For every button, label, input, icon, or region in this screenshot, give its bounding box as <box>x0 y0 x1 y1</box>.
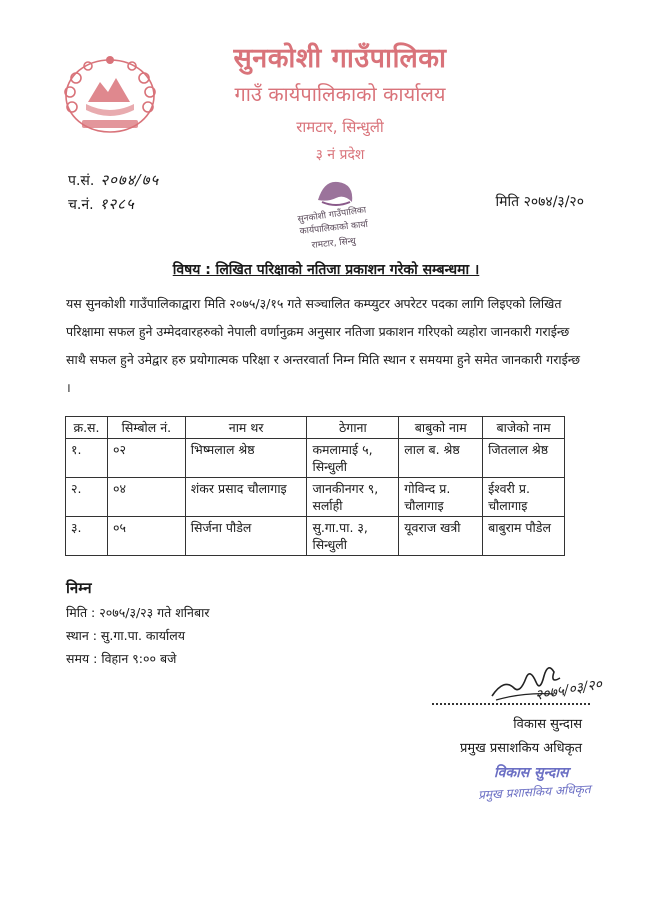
notice-place: स्थान : सु.गा.पा. कार्यालय <box>66 628 185 643</box>
stamp-title: प्रमुख प्रशासकिय अधिकृत <box>477 782 591 802</box>
seal-line1: सुनकोशी गाउँपालिका <box>297 205 367 225</box>
cell-father: गोविन्द प्र. चौलागाइ <box>399 478 483 517</box>
cell-address: सु.गा.पा. ३, सिन्धुली <box>307 517 399 556</box>
cell-address: कमलामाई ५, सिन्धुली <box>307 439 399 478</box>
ps-value: २०७४/७५ <box>100 171 160 189</box>
signature-line <box>432 703 590 705</box>
cell-name: शंकर प्रसाद चौलागाइ <box>185 478 307 517</box>
cell-grandfather: बाबुराम पौडेल <box>483 517 565 556</box>
notice-time: समय : विहान ९:०० बजे <box>66 651 177 666</box>
cell-father: लाल ब. श्रेष्ठ <box>399 439 483 478</box>
cell-address: जानकीनगर ९, सर्लाही <box>307 478 399 517</box>
signatory-name: विकास सुन्दास <box>513 717 582 732</box>
cell-serial: ३. <box>66 517 108 556</box>
seal-line2: कार्यपालिकाको कार्या <box>299 219 369 237</box>
signature-date: २०७५/०३/२० <box>533 676 604 704</box>
table-row <box>66 439 565 478</box>
col-address: ठेगाना <box>307 417 399 439</box>
cell-symbol: ०२ <box>107 439 185 478</box>
letter-date <box>496 192 584 211</box>
date-value: २०७४/३/२० <box>523 194 584 210</box>
date-label: मिति <box>495 194 520 210</box>
body-text <box>66 290 588 402</box>
cell-serial: २. <box>66 478 108 517</box>
notice-date: मिति : २०७५/३/२३ गते शनिबार <box>66 605 210 620</box>
body-line: यस सुनकोशी गाउँपालिकाद्वारा मिति २०७५/३/१५ गते सञ्चालित कम्प्युटर अपरेटर पदका लागि लिइएको लिखित <box>66 296 562 311</box>
ref-cn <box>68 194 135 214</box>
table-row <box>66 517 565 556</box>
cell-serial: १. <box>66 439 108 478</box>
office-seal <box>288 172 384 256</box>
body-line: परिक्षामा सफल हुने उम्मेदवारहरुको नेपाली वर्णानुक्रम अनुसार नतिजा प्रकाशन गरिएको व्यहोरा जानकारी गराईन्छ <box>66 324 570 339</box>
body-line: साथै सफल हुने उमेद्वार हरु प्रयोगात्मक परिक्षा र अन्तरवार्ता निम्न मिति स्थान र समयमा हुने समेत जानकारी गराईन्छ <box>66 352 581 367</box>
cn-value: १२८५ <box>99 195 135 213</box>
org-name: सुनकोशी गाउँपालिका <box>233 43 447 74</box>
stamp-name: विकास सुन्दास <box>494 765 569 781</box>
col-serial: क्र.स. <box>66 417 108 439</box>
col-grandfather: बाजेको नाम <box>483 417 565 439</box>
province: ३ नं प्रदेश <box>315 147 365 163</box>
table-row <box>66 478 565 517</box>
cell-symbol: ०५ <box>107 517 185 556</box>
seal-line3: रामटार, सिन्धु <box>311 236 357 251</box>
cn-label: च.नं. <box>68 197 94 213</box>
col-father: बाबुको नाम <box>399 417 483 439</box>
col-symbol: सिम्बोल नं. <box>107 417 185 439</box>
cell-grandfather: ईश्वरी प्र. चौलागाइ <box>483 478 565 517</box>
body-line: । <box>66 380 71 395</box>
cell-symbol: ०४ <box>107 478 185 517</box>
ref-ps <box>68 170 159 190</box>
office-name: गाउँ कार्यपालिकाको कार्यालय <box>234 82 446 106</box>
subject-line: विषय : लिखित परिक्षाको नतिजा प्रकाशन गरेको सम्बन्धमा । <box>172 262 480 278</box>
handwritten-signature <box>484 648 614 706</box>
notice-title: निम्न <box>66 579 92 597</box>
cell-name: सिर्जना पौडेल <box>185 517 307 556</box>
signatory-title: प्रमुख प्रसाशकिय अधिकृत <box>459 741 582 756</box>
col-name: नाम थर <box>185 417 307 439</box>
office-address: रामटार, सिन्धुली <box>296 118 384 136</box>
cell-grandfather: जितलाल श्रेष्ठ <box>483 439 565 478</box>
table-header-row <box>66 417 565 439</box>
ps-label: प.सं. <box>68 173 95 189</box>
nepal-emblem-icon <box>58 52 162 138</box>
cell-father: यूवराज खत्री <box>399 517 483 556</box>
cell-name: भिष्मलाल श्रेष्ठ <box>185 439 307 478</box>
results-table <box>65 416 565 556</box>
